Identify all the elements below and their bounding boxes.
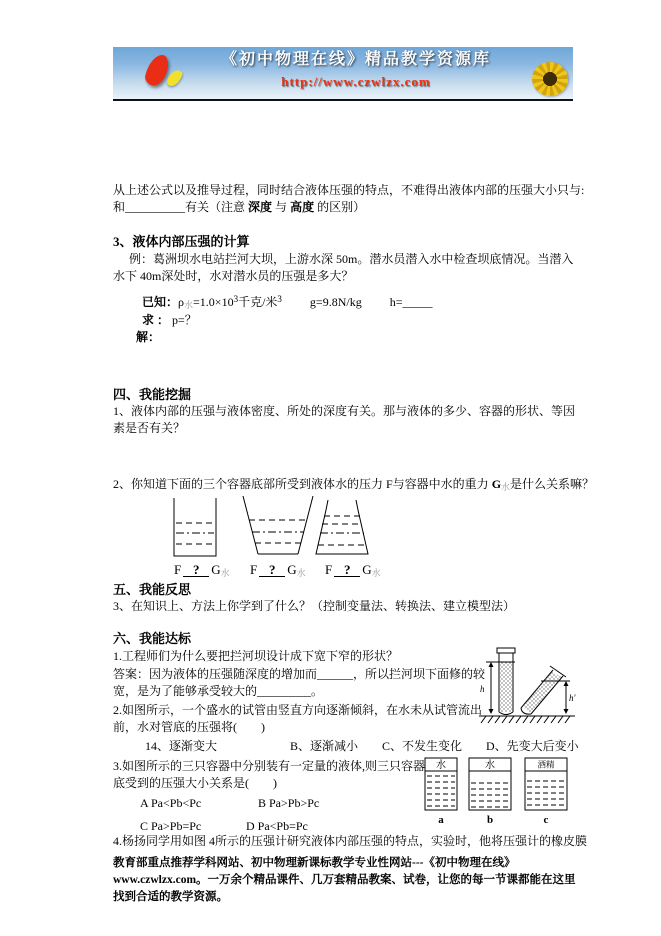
- height-h-label: h: [480, 684, 485, 694]
- find-line: [142, 312, 197, 329]
- question-text: 是什么关系嘛？: [510, 477, 595, 491]
- section4-question1: 1、液体内部的压强与液体密度、所处的深度有关。那与液体的多少、容器的形状、等因素是否有关？: [113, 404, 576, 435]
- relation-blank: ?: [259, 563, 285, 577]
- footer-promo-text: 教育部重点推荐学科网站、初中物理新课标教学专业性网站---《初中物理在线》www.czwlzx.com。一万余个精品课件、几万套精品教案、试卷，让您的每一节课都能在这里找到合适的教学资源。: [113, 857, 576, 903]
- height-h-prime-label: h': [569, 693, 576, 703]
- section6-title: 六、我能达标: [113, 631, 192, 646]
- option-d: D Pa<Pb=Pc: [246, 819, 308, 833]
- unit-exponent: 3: [277, 294, 282, 304]
- option-a: 14、逐渐变大: [145, 739, 218, 753]
- beaker-b-liquid-label: 水: [485, 760, 495, 771]
- find-label: 求 ：: [142, 313, 170, 327]
- gravity-subscript: 水: [371, 568, 381, 578]
- rho-symbol: ρ: [178, 295, 185, 309]
- three-containers-diagram: [160, 496, 392, 562]
- beaker-a-liquid-label: 水: [436, 760, 446, 771]
- force-gravity-relation-label: [325, 561, 381, 582]
- section3-title: 3、液体内部压强的计算: [113, 234, 250, 249]
- h-label: h=: [389, 295, 403, 309]
- banner-url-link[interactable]: http://www.czwlzx.com: [281, 74, 431, 89]
- section4-question2: [113, 476, 595, 496]
- rho-unit: 千克/米: [238, 295, 278, 309]
- example-problem: 例：葛洲坝水电站拦河大坝，上游水深 50m。潜水员潜入水中检查坝底情况。当潜入水下 40m深处时，水对潜水员的压强是多大？: [113, 252, 574, 283]
- intro-paragraph: [113, 182, 585, 216]
- option-a: A Pa<Pb<Pc: [140, 796, 202, 810]
- force-symbol: F: [250, 562, 258, 577]
- section6-question4: 4.杨扬同学用如图 4所示的压强计研究液体内部压强的特点，实验时，他将压强计的橡皮膜: [113, 834, 588, 848]
- banner-title: 《初中物理在线》精品教学资源库: [220, 51, 491, 68]
- force-gravity-relation-label: [250, 561, 306, 582]
- gravity-symbol: G: [491, 477, 502, 491]
- beaker-b-id: b: [486, 814, 494, 826]
- intro-text: 有关（注意: [185, 200, 249, 214]
- option-b: B、逐渐减小: [290, 739, 359, 753]
- intro-text: 的区别）: [314, 200, 366, 214]
- force-symbol: F: [325, 562, 333, 577]
- beaker-c-liquid-label: 酒精: [537, 759, 555, 770]
- g-value: g=9.8N/kg: [309, 295, 362, 309]
- option-b: B Pa>Pb>Pc: [258, 796, 320, 810]
- three-beakers-diagram: [413, 756, 575, 828]
- fill-blank: __________: [125, 200, 186, 214]
- given-label: 已知：: [142, 295, 179, 309]
- option-d: D、先变大后变小: [486, 739, 579, 753]
- sunflower-icon: [532, 62, 568, 96]
- given-line: [142, 291, 432, 314]
- force-symbol: F: [174, 562, 182, 577]
- section5-title: 五、我能反思: [113, 582, 192, 597]
- test-tube-tilt-diagram: [477, 646, 577, 730]
- section4-title: 四、我能挖掘: [113, 387, 192, 402]
- force-gravity-relation-label: [174, 561, 230, 582]
- gravity-subscript: 水: [501, 482, 511, 492]
- section5-question: 3、在知识上、方法上你学到了什么？（控制变量法、转换法、建立模型法）: [113, 599, 516, 613]
- rho-value: =1.0×10: [193, 295, 234, 309]
- intro-line1: 从上述公式以及推导过程，同时结合液体压强的特点，不难得出液体内部的压强大小只与:: [113, 183, 585, 197]
- find-value: p=？: [172, 313, 197, 327]
- gravity-symbol: G: [362, 562, 372, 577]
- intro-text: 与: [272, 200, 291, 214]
- gravity-subscript: 水: [220, 568, 230, 578]
- rho-subscript: 水: [184, 300, 194, 310]
- flame-logo-accent-icon: [165, 67, 184, 88]
- relation-blank: ?: [334, 563, 360, 577]
- fill-blank: _____: [402, 295, 433, 309]
- site-banner: [113, 47, 573, 101]
- option-c: C Pa>Pb=Pc: [140, 819, 202, 833]
- section6-question3: 3.如图所示的三只容器中分别装有一定量的液体,则三只容器底受到的压强大小关系是( ): [113, 759, 426, 790]
- solve-label: 解：: [136, 330, 161, 344]
- relation-blank: ?: [183, 563, 209, 577]
- rho-exponent: 3: [233, 294, 239, 304]
- option-c: C、不发生变化: [382, 739, 463, 753]
- intro-text: 和: [113, 200, 126, 214]
- solve-line: [136, 329, 160, 346]
- section6-question2: 2.如图所示，一个盛水的试管由竖直方向逐渐倾斜，在水未从试管流出前，水对管底的压强将( ): [113, 703, 483, 734]
- beaker-c-id: c: [543, 814, 549, 826]
- depth-emphasis: 深度: [248, 200, 273, 214]
- intro-line2: [113, 199, 579, 216]
- gravity-subscript: 水: [296, 568, 306, 578]
- question-text: 2、你知道下面的三个容器底部所受到液体水的压力 F与容器中水的重力: [113, 477, 492, 491]
- section6-answer1: 答案：因为液体的压强随深度的增加而______，所以拦河坝下面修的较宽，是为了能够承受较大的_________。: [113, 667, 486, 698]
- beaker-a-id: a: [438, 814, 444, 826]
- gravity-symbol: G: [211, 562, 221, 577]
- section6-question1: 1.工程师们为什么要把拦河坝设计成下宽下窄的形状？: [113, 649, 399, 663]
- gravity-symbol: G: [287, 562, 297, 577]
- height-emphasis: 高度: [290, 200, 315, 214]
